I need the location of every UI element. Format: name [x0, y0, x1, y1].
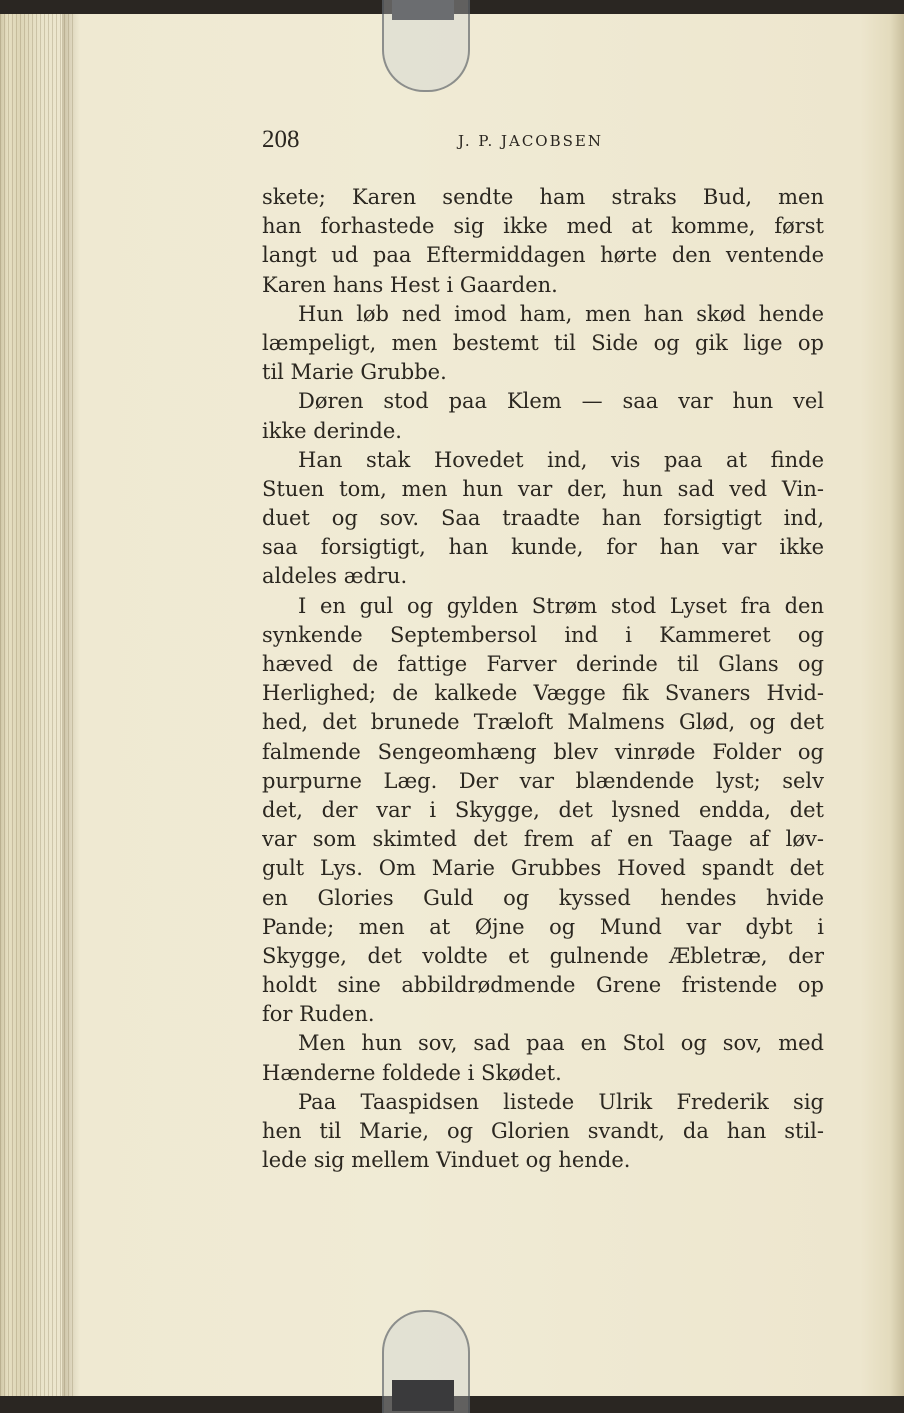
text-line: synkende Septembersol ind i Kammeret og [262, 622, 824, 647]
gutter-shadow [62, 14, 80, 1396]
text-line: Karen hans Hest i Gaarden. [262, 272, 558, 297]
text-line: Skygge, det voldte et gulnende Æbletræ, der [262, 943, 824, 968]
text-line: gult Lys. Om Marie Grubbes Hoved spandt det [262, 856, 824, 881]
text-line: ikke derinde. [262, 418, 402, 443]
text-line: det, der var i Skygge, det lysned endda, det [262, 797, 824, 822]
body-text [262, 183, 824, 1175]
text-line: en Glories Guld og kyssed hendes hvide [262, 885, 824, 910]
text-line: hed, det brunede Træloft Malmens Glød, og det [262, 710, 824, 735]
text-line: Paa Taaspidsen listede Ulrik Frederik sig [298, 1089, 824, 1114]
text-line: falmende Sengeomhæng blev vinrøde Folder og [262, 739, 824, 764]
page-clip-top [382, 0, 470, 92]
text-line: Døren stod paa Klem — saa var hun vel [298, 389, 824, 414]
text-line: for Ruden. [262, 1002, 375, 1027]
text-line: Hænderne foldede i Skødet. [262, 1060, 562, 1085]
text-line: til Marie Grubbe. [262, 360, 447, 385]
text-line: Han stak Hovedet ind, vis paa at finde [298, 447, 824, 472]
text-line: Stuen tom, men hun var der, hun sad ved Vin- [262, 476, 824, 501]
text-line: aldeles ædru. [262, 564, 408, 589]
text-line: skete; Karen sendte ham straks Bud, men [262, 185, 824, 209]
text-line: langt ud paa Eftermiddagen hørte den ventende [262, 243, 824, 268]
text-line: lede sig mellem Vinduet og hende. [262, 1148, 631, 1173]
text-line: purpurne Læg. Der var blændende lyst; selv [262, 768, 824, 793]
text-line: duet og sov. Saa traadte han forsigtigt ind, [262, 506, 824, 531]
text-line: Pande; men at Øjne og Mund var dybt i [262, 914, 824, 939]
text-line: han forhastede sig ikke med at komme, først [262, 214, 824, 239]
text-line: Hun løb ned imod ham, men han skød hende [298, 301, 824, 326]
text-line: I en gul og gylden Strøm stod Lyset fra den [298, 593, 824, 618]
text-line: læmpeligt, men bestemt til Side og gik lige op [262, 330, 824, 355]
text-line: var som skimted det frem af en Taage af løv- [262, 827, 824, 852]
text-line: hen til Marie, og Glorien svandt, da han stil- [262, 1119, 824, 1143]
page-header [262, 126, 822, 156]
clip-strap-bottom [392, 1380, 454, 1411]
text-line: Men hun sov, sad paa en Stol og sov, med [298, 1031, 824, 1056]
text-line: Herlighed; de kalkede Vægge fik Svaners Hvid- [262, 681, 824, 706]
running-head: J. P. JACOBSEN [458, 132, 603, 150]
text-line: saa forsigtigt, han kunde, for han var ikke [262, 535, 824, 560]
page-number: 208 [262, 126, 300, 153]
text-line: hæved de fattige Farver derinde til Glans og [262, 652, 824, 676]
text-line: holdt sine abbildrødmende Grene fristende op [262, 973, 824, 998]
